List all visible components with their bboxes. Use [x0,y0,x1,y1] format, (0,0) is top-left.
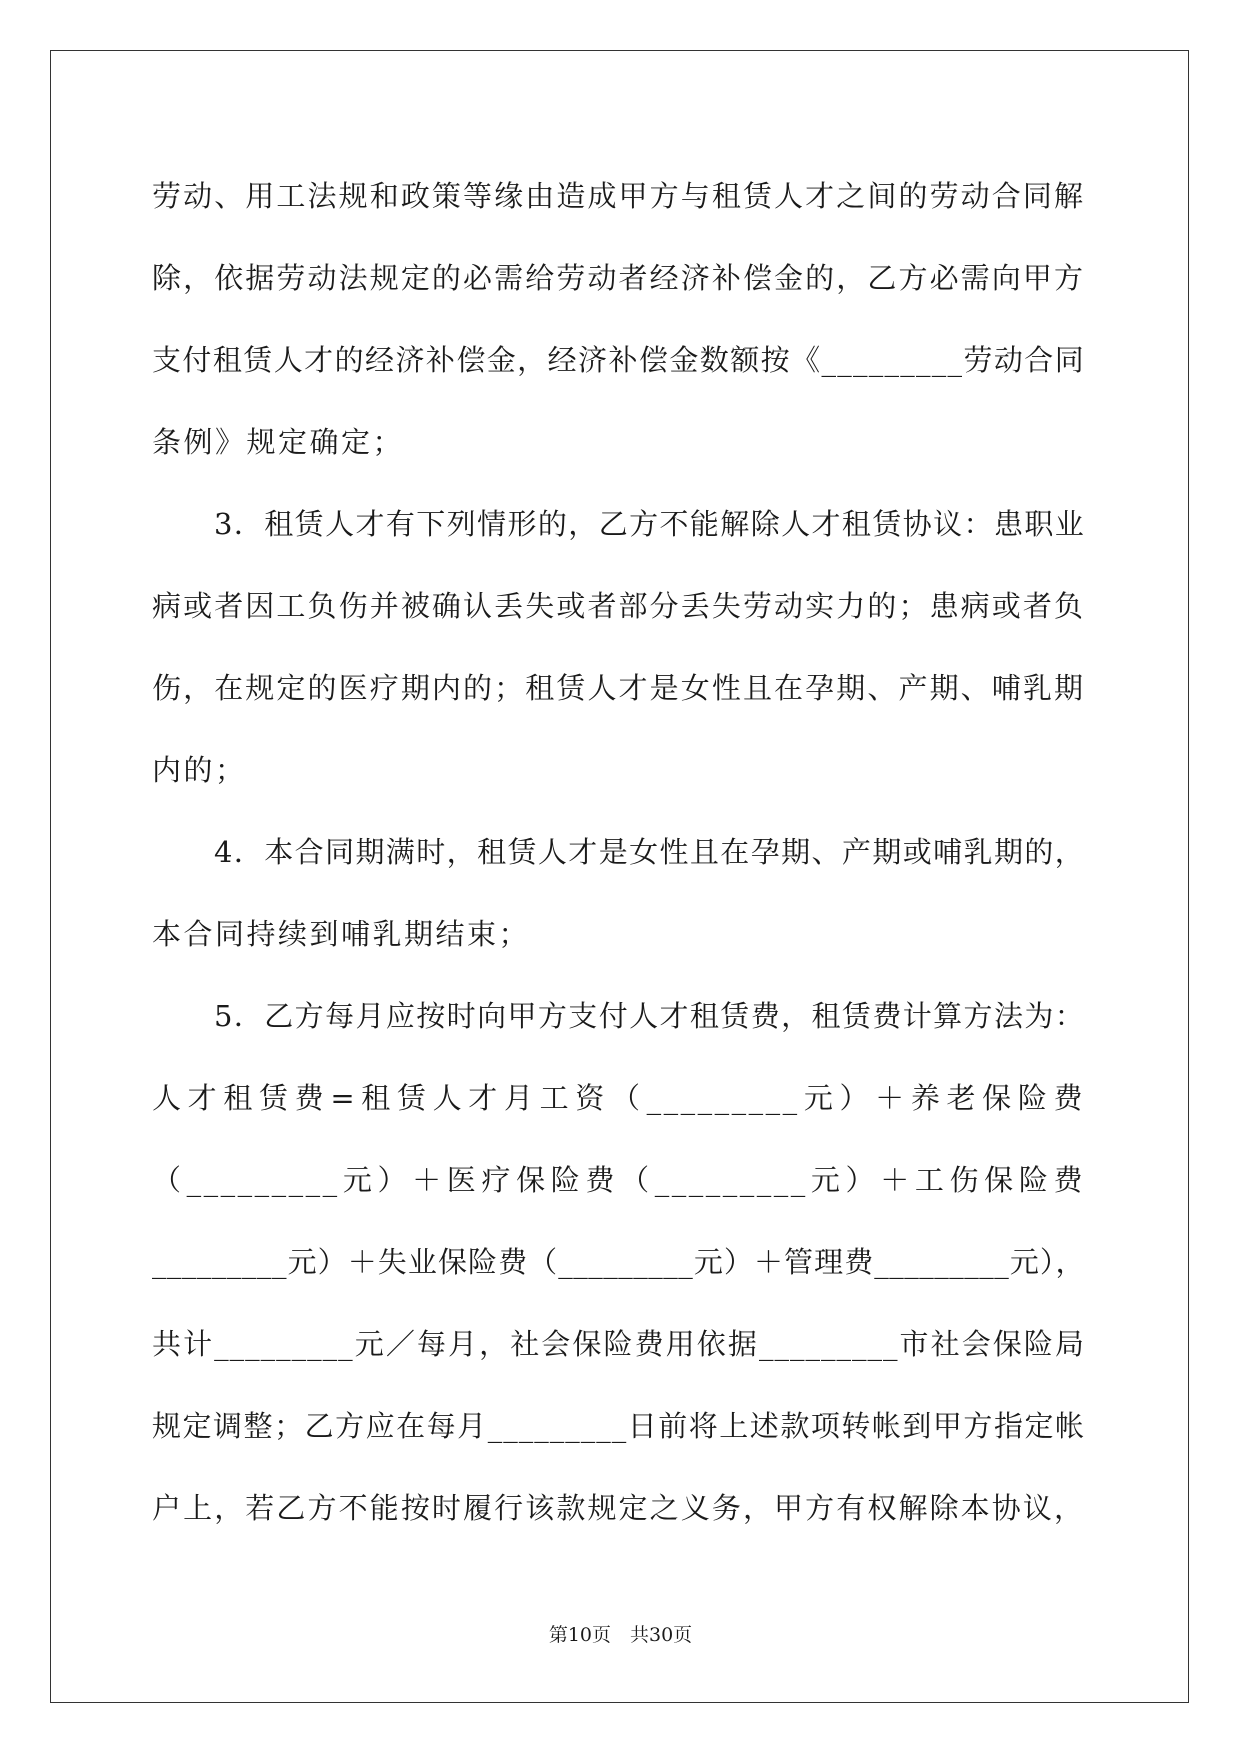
text-line-13: （_________元）＋医疗保险费（_________元）＋工伤保险费 [152,1163,1085,1197]
text-line-2: 除，依据劳动法规定的必需给劳动者经济补偿金的，乙方必需向甲方 [152,261,1085,295]
text-line-12: 人才租赁费=租赁人才月工资（_________元）＋养老保险费 [152,1081,1085,1115]
text-line-11: 5．乙方每月应按时向甲方支付人才租赁费，租赁费计算方法为： [214,999,1085,1033]
text-line-17: 户上，若乙方不能按时履行该款规定之义务，甲方有权解除本协议， [152,1491,1085,1525]
text-line-8: 内的； [152,753,247,787]
text-line-10: 本合同持续到哺乳期结束； [152,917,531,951]
text-line-5: 3．租赁人才有下列情形的，乙方不能解除人才租赁协议：患职业 [214,507,1085,541]
text-line-14: _________元）＋失业保险费（_________元）＋管理费_________元）， [152,1245,1085,1279]
text-line-7: 伤，在规定的医疗期内的；租赁人才是女性且在孕期、产期、哺乳期 [152,671,1085,705]
text-line-6: 病或者因工负伤并被确认丢失或者部分丢失劳动实力的；患病或者负 [152,589,1085,623]
page-footer: 第10页 共30页 [548,1624,693,1646]
text-line-16: 规定调整；乙方应在每月_________日前将上述款项转帐到甲方指定帐 [152,1409,1085,1443]
text-line-15: 共计_________元／每月，社会保险费用依据_________市社会保险局 [152,1327,1085,1361]
text-line-1: 劳动、用工法规和政策等缘由造成甲方与租赁人才之间的劳动合同解 [152,179,1085,213]
text-line-3: 支付租赁人才的经济补偿金，经济补偿金数额按《_________劳动合同 [152,343,1085,377]
text-line-9: 4．本合同期满时，租赁人才是女性且在孕期、产期或哺乳期的， [214,835,1085,869]
document-body [152,155,1085,1549]
text-line-4: 条例》规定确定； [152,425,405,459]
